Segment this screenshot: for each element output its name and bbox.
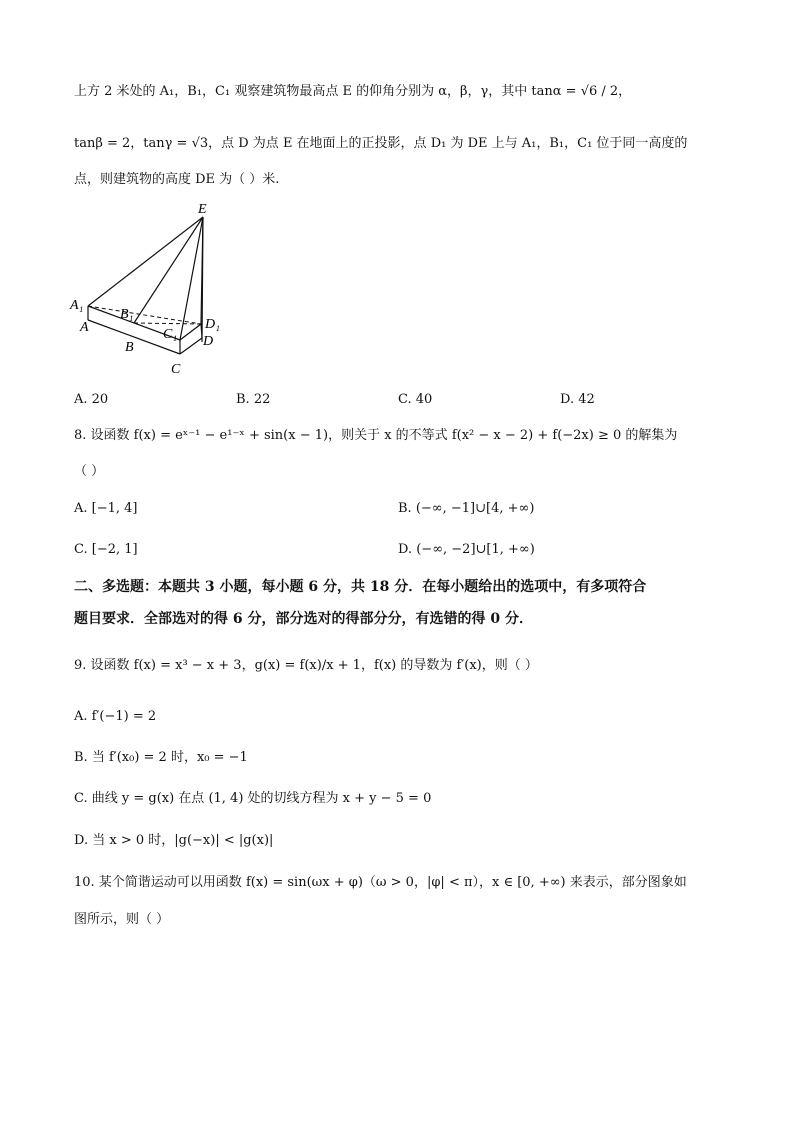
q8-option-a: A. [−1, 4] bbox=[74, 501, 138, 516]
q7-line-2: tanβ = 2，tanγ = √3，点 D 为点 E 在地面上的正投影，点 D₁ 为 DE 上与 A₁，B₁，C₁ 位于同一高度的 bbox=[74, 136, 688, 151]
dashed-B1-D1 bbox=[134, 323, 201, 324]
q7-line-1: 上方 2 米处的 A₁，B₁，C₁ 观察建筑物最高点 E 的仰角分别为 α，β，γ，其中 tanα = √6 / 2， bbox=[74, 84, 632, 99]
q9-option-c: C. 曲线 y = g(x) 在点 (1, 4) 处的切线方程为 x + y − 5 = 0 bbox=[74, 791, 432, 806]
edge-E-A1 bbox=[88, 217, 203, 306]
q9-option-b: B. 当 f′(x₀) = 2 时，x₀ = −1 bbox=[74, 750, 248, 765]
q8-stem-line-1: 8. 设函数 f(x) = eˣ⁻¹ − e¹⁻ˣ + sin(x − 1)，则关于 x 的不等式 f(x² − x − 2) + f(−2x) ≥ 0 的解集为 bbox=[74, 428, 678, 443]
label-D1: D₁ bbox=[205, 317, 220, 332]
label-C: C bbox=[171, 362, 181, 377]
q9-stem: 9. 设函数 f(x) = x³ − x + 3，g(x) = f(x)/x + 1，f(x) 的导数为 f′(x)，则（ ） bbox=[74, 658, 538, 673]
label-A: A bbox=[80, 320, 89, 335]
q10-stem-line-1: 10. 某个简谐运动可以用函数 f(x) = sin(ωx + φ)（ω > 0，|φ| < π），x ∈ [0, +∞) 来表示，部分图象如 bbox=[74, 875, 687, 890]
section2-header-line-1: 二、多选题：本题共 3 小题，每小题 6 分，共 18 分．在每小题给出的选项中，有多项符合 bbox=[74, 579, 647, 595]
q7-option-a: A. 20 bbox=[74, 392, 109, 407]
q7-option-d: D. 42 bbox=[560, 392, 595, 407]
label-E: E bbox=[198, 202, 207, 217]
q8-option-b: B. (−∞, −1]∪[4, +∞) bbox=[398, 501, 535, 516]
label-D: D bbox=[203, 334, 214, 349]
label-B1: B₁ bbox=[120, 307, 134, 322]
q8-stem-line-2: （ ） bbox=[74, 464, 105, 479]
section2-header-line-2: 题目要求．全部选对的得 6 分，部分选对的得部分分，有选错的得 0 分． bbox=[74, 611, 533, 627]
edge-C-D bbox=[180, 338, 202, 354]
q8-option-d: D. (−∞, −2]∪[1, +∞) bbox=[398, 542, 535, 557]
geometry-figure bbox=[62, 196, 232, 378]
q8-option-c: C. [−2, 1] bbox=[74, 542, 138, 557]
q9-option-d: D. 当 x > 0 时，|g(−x)| < |g(x)| bbox=[74, 833, 274, 848]
q9-option-a: A. f′(−1) = 2 bbox=[74, 709, 157, 724]
q7-line-3: 点，则建筑物的高度 DE 为（ ）米. bbox=[74, 172, 280, 187]
q7-option-b: B. 22 bbox=[236, 392, 271, 407]
label-C1: C₁ bbox=[163, 327, 178, 342]
label-A1: A₁ bbox=[70, 298, 84, 313]
label-B: B bbox=[125, 340, 134, 355]
q10-stem-line-2: 图所示，则（ ） bbox=[74, 912, 170, 927]
q7-option-c: C. 40 bbox=[398, 392, 433, 407]
